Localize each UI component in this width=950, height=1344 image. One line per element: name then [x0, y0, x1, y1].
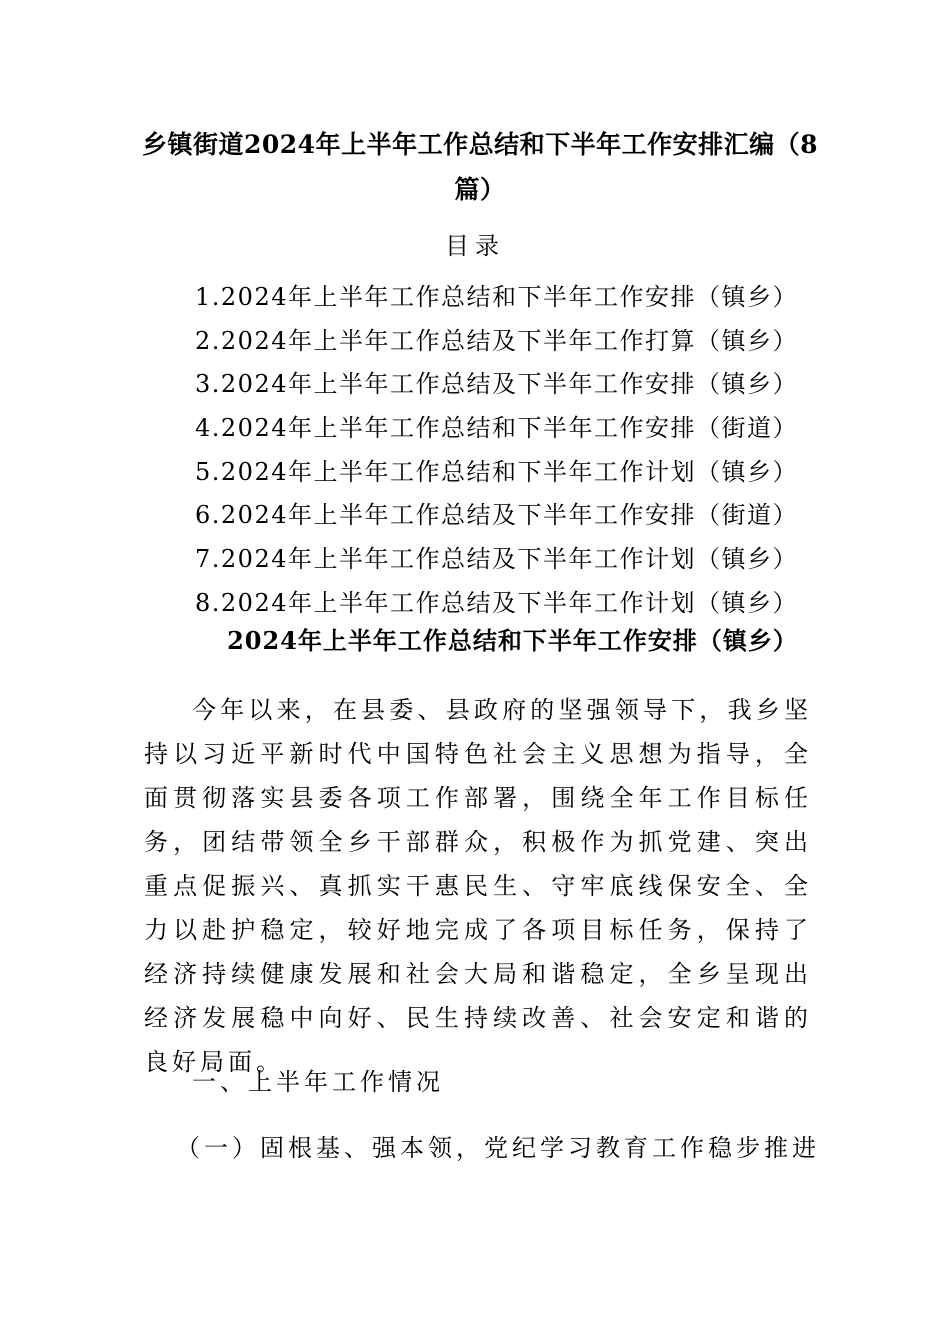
toc-item: 4.2024年上半年工作总结和下半年工作安排（街道）: [195, 414, 798, 443]
heading-level-1: 一、上半年工作情况: [192, 1068, 444, 1096]
toc-item: 8.2024年上半年工作总结及下半年工作计划（镇乡）: [195, 588, 798, 617]
section-title: 2024年上半年工作总结和下半年工作安排（镇乡）: [227, 626, 798, 655]
document-title: 乡镇街道2024年上半年工作总结和下半年工作安排汇编（8篇）: [142, 130, 818, 204]
toc-item: 7.2024年上半年工作总结及下半年工作计划（镇乡）: [195, 545, 798, 574]
toc-item: 6.2024年上半年工作总结及下半年工作安排（街道）: [195, 501, 798, 530]
table-of-contents: [195, 276, 798, 626]
toc-item: 2.2024年上半年工作总结及下半年工作打算（镇乡）: [195, 326, 798, 355]
toc-item: 5.2024年上半年工作总结和下半年工作计划（镇乡）: [195, 457, 798, 486]
intro-paragraph: 今年以来，在县委、县政府的坚强领导下，我乡坚持以习近平新时代中国特色社会主义思想为指导，全面贯彻落实县委各项工作部署，围绕全年工作目标任务，团结带领全乡干部群众，积极作为抓党建、突出重点促振兴、真抓实干惠民生、守牢底线保安全、全力以赴护稳定，较好地完成了各项目标任务，保持了经济持续健康发展和社会大局和谐稳定，全乡呈现出经济发展稳中向好、民生持续改善、社会安定和谐的良好局面。: [144, 696, 812, 1076]
heading-level-2: （一）固根基、强本领，党纪学习教育工作稳步推进: [176, 1134, 820, 1162]
toc-item: 3.2024年上半年工作总结及下半年工作安排（镇乡）: [195, 370, 798, 399]
toc-heading: 目录: [445, 232, 505, 260]
toc-item: 1.2024年上半年工作总结和下半年工作安排（镇乡）: [195, 283, 798, 311]
